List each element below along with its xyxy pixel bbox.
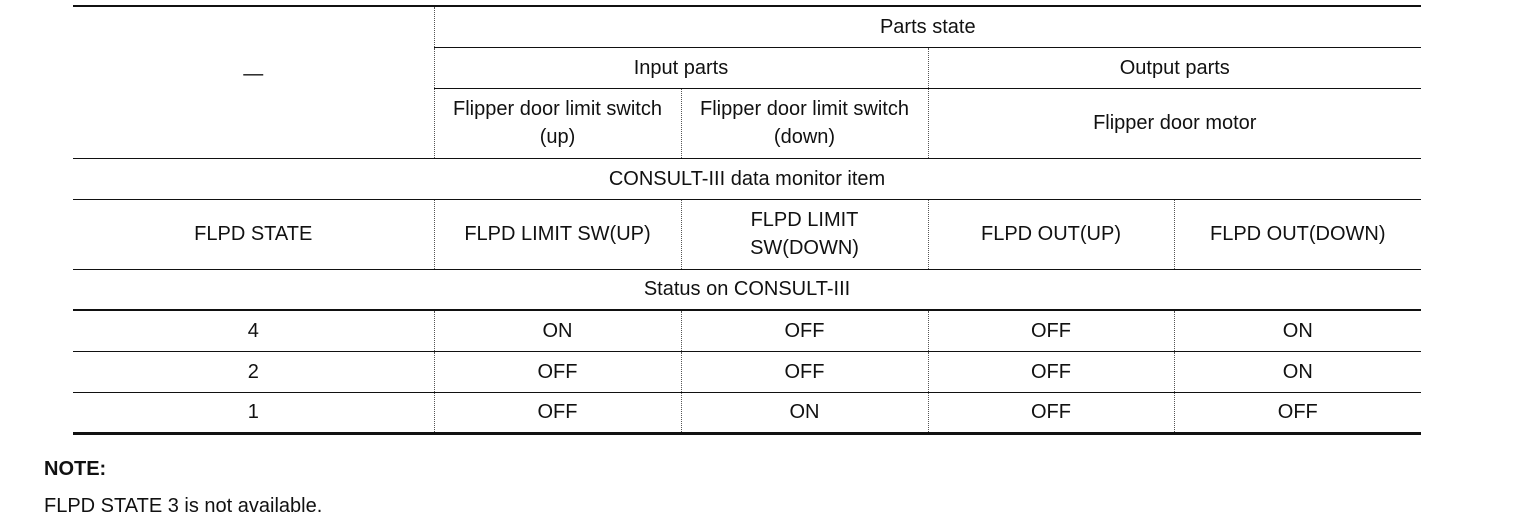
limit-switch-down-header: Flipper door limit switch (down) [681, 88, 928, 158]
table-row [73, 392, 1421, 433]
input-parts-header: Input parts [434, 47, 928, 88]
monitor-items-row [73, 199, 1421, 269]
monitor-section-label: CONSULT-III data monitor item [73, 158, 1421, 199]
status-cell: OFF [434, 392, 681, 433]
table-row [73, 310, 1421, 351]
status-cell: OFF [681, 310, 928, 351]
monitor-item-limit-sw-up: FLPD LIMIT SW(UP) [434, 199, 681, 269]
state-cell: 1 [73, 392, 434, 433]
monitor-item-limit-sw-down: FLPD LIMIT SW(DOWN) [681, 199, 928, 269]
header-dash: — [243, 63, 264, 86]
output-parts-header: Output parts [928, 47, 1421, 88]
monitor-item-out-down: FLPD OUT(DOWN) [1174, 199, 1421, 269]
status-cell: OFF [928, 310, 1174, 351]
status-cell: ON [681, 392, 928, 433]
flipper-door-status-table [73, 5, 1421, 435]
note-heading: NOTE: [44, 458, 107, 480]
note-text: FLPD STATE 3 is not available. [44, 495, 323, 517]
header-row-parts-state [73, 6, 1421, 47]
monitor-item-flpd-state: FLPD STATE [73, 199, 434, 269]
status-cell: ON [1174, 351, 1421, 392]
state-cell: 2 [73, 351, 434, 392]
parts-state-header: Parts state [434, 6, 1421, 47]
status-cell: OFF [928, 351, 1174, 392]
state-cell: 4 [73, 310, 434, 351]
limit-switch-up-header: Flipper door limit switch (up) [434, 88, 681, 158]
status-cell: OFF [434, 351, 681, 392]
status-section-label: Status on CONSULT-III [73, 269, 1421, 310]
status-cell: ON [434, 310, 681, 351]
header-dash-cell [73, 6, 434, 158]
monitor-section-row [73, 158, 1421, 199]
door-motor-header: Flipper door motor [928, 88, 1421, 158]
status-cell: OFF [1174, 392, 1421, 433]
status-cell: ON [1174, 310, 1421, 351]
table-row [73, 351, 1421, 392]
status-cell: OFF [681, 351, 928, 392]
status-cell: OFF [928, 392, 1174, 433]
status-section-row [73, 269, 1421, 310]
monitor-item-out-up: FLPD OUT(UP) [928, 199, 1174, 269]
